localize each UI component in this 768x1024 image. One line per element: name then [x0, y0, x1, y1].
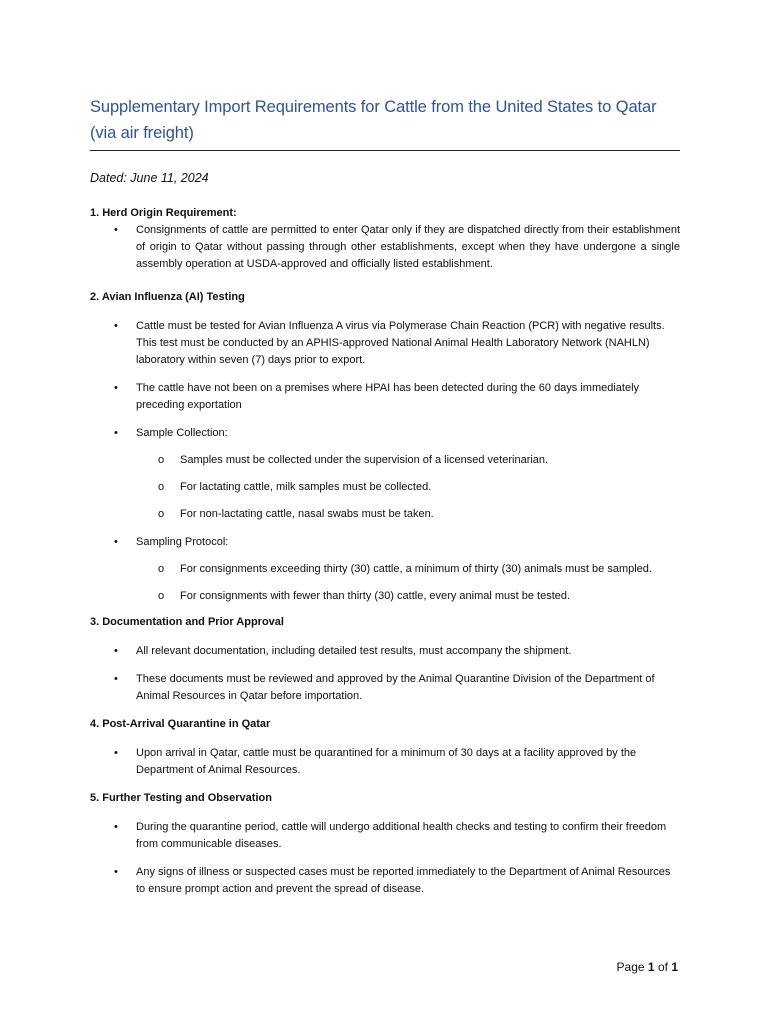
list-item	[90, 588, 680, 605]
list-item	[90, 506, 680, 523]
section-herd-origin	[90, 205, 680, 273]
bullet-icon: •	[114, 747, 118, 759]
bullet-icon: •	[114, 224, 118, 236]
list-item	[90, 561, 680, 578]
list-item	[90, 425, 680, 442]
current-page: 1	[647, 960, 655, 974]
bullet-icon: •	[114, 673, 118, 685]
list-item-text: Cattle must be tested for Avian Influenza A virus via Polymerase Chain Reaction (PCR) with negative results. This test must be conducted by an APHIS-approved National Animal Health Laboratory Network (NAHLN) laboratory within seven (7) days prior to export.	[136, 320, 665, 366]
bullet-icon: •	[114, 536, 118, 548]
list-item-text: Sample Collection:	[136, 427, 228, 439]
circle-bullet-icon: o	[158, 454, 165, 466]
sampling-protocol-list	[90, 561, 680, 605]
section-avian-influenza	[90, 289, 680, 605]
list-item-text: Upon arrival in Qatar, cattle must be quarantined for a minimum of 30 days at a facility approved by the Department of Animal Resources.	[136, 747, 637, 776]
list-item-text: During the quarantine period, cattle will undergo additional health checks and testing to confirm their freedom from communicable diseases.	[136, 821, 667, 850]
list-item-text: For lactating cattle, milk samples must be collected.	[180, 481, 432, 493]
list-item	[90, 380, 680, 414]
total-pages: 1	[671, 960, 678, 974]
list-item	[90, 864, 680, 898]
list-item-text: All relevant documentation, including detailed test results, must accompany the shipment.	[136, 645, 572, 657]
bullet-icon: •	[114, 427, 118, 439]
list-item	[90, 222, 680, 273]
list-item-text: For consignments with fewer than thirty (30) cattle, every animal must be tested.	[180, 590, 571, 602]
section-quarantine	[90, 716, 680, 779]
page-number	[617, 960, 678, 974]
section-heading: 1. Herd Origin Requirement:	[90, 207, 237, 219]
circle-bullet-icon: o	[158, 481, 165, 493]
list-item	[90, 479, 680, 496]
list-item-text: These documents must be reviewed and approved by the Animal Quarantine Division of the Department of Animal Resources in Qatar before importation.	[136, 673, 655, 702]
section-heading: 4. Post-Arrival Quarantine in Qatar	[90, 718, 271, 730]
bullet-icon: •	[114, 821, 118, 833]
list-item-text: The cattle have not been on a premises where HPAI has been detected during the 60 days immediately preceding exportation	[136, 382, 640, 411]
page-label: Page	[616, 960, 645, 974]
list-item	[90, 318, 680, 369]
list-item-text: Samples must be collected under the supervision of a licensed veterinarian.	[180, 454, 549, 466]
bullet-icon: •	[114, 320, 118, 332]
list-item-text: For consignments exceeding thirty (30) cattle, a minimum of thirty (30) animals must be sampled.	[180, 563, 652, 575]
bullet-list	[90, 745, 680, 779]
section-heading: 3. Documentation and Prior Approval	[90, 616, 284, 628]
list-item-text: Any signs of illness or suspected cases must be reported immediately to the Department of Animal Resources to ensure prompt action and prevent the spread of disease.	[136, 866, 671, 895]
bullet-list	[90, 643, 680, 705]
list-item	[90, 534, 680, 551]
of-label: of	[657, 960, 668, 974]
bullet-list	[90, 222, 680, 273]
section-documentation	[90, 614, 680, 705]
section-heading: 2. Avian Influenza (AI) Testing	[90, 291, 245, 303]
list-item-text: Sampling Protocol:	[136, 536, 229, 548]
circle-bullet-icon: o	[158, 563, 165, 575]
bullet-icon: •	[114, 645, 118, 657]
bullet-list	[90, 534, 680, 551]
list-item	[90, 643, 680, 660]
section-further-testing	[90, 790, 680, 898]
bullet-icon: •	[114, 866, 118, 878]
document-title: Supplementary Import Requirements for Cattle from the United States to Qatar (via air freight)	[90, 94, 680, 151]
list-item	[90, 745, 680, 779]
list-item	[90, 452, 680, 469]
list-item-text: Consignments of cattle are permitted to enter Qatar only if they are dispatched directly from their establishment of origin to Qatar without passing through other establishments, except when they have undergone a single assembly operation at USDA-approved and officially listed establishment.	[136, 224, 680, 270]
list-item	[90, 819, 680, 853]
circle-bullet-icon: o	[158, 590, 165, 602]
circle-bullet-icon: o	[158, 508, 165, 520]
list-item	[90, 671, 680, 705]
document-date: Dated: June 11, 2024	[90, 171, 209, 185]
bullet-icon: •	[114, 382, 118, 394]
list-item-text: For non-lactating cattle, nasal swabs must be taken.	[180, 508, 434, 520]
sample-collection-list	[90, 452, 680, 523]
bullet-list	[90, 318, 680, 442]
section-heading: 5. Further Testing and Observation	[90, 792, 272, 804]
document-page	[90, 94, 680, 898]
bullet-list	[90, 819, 680, 898]
